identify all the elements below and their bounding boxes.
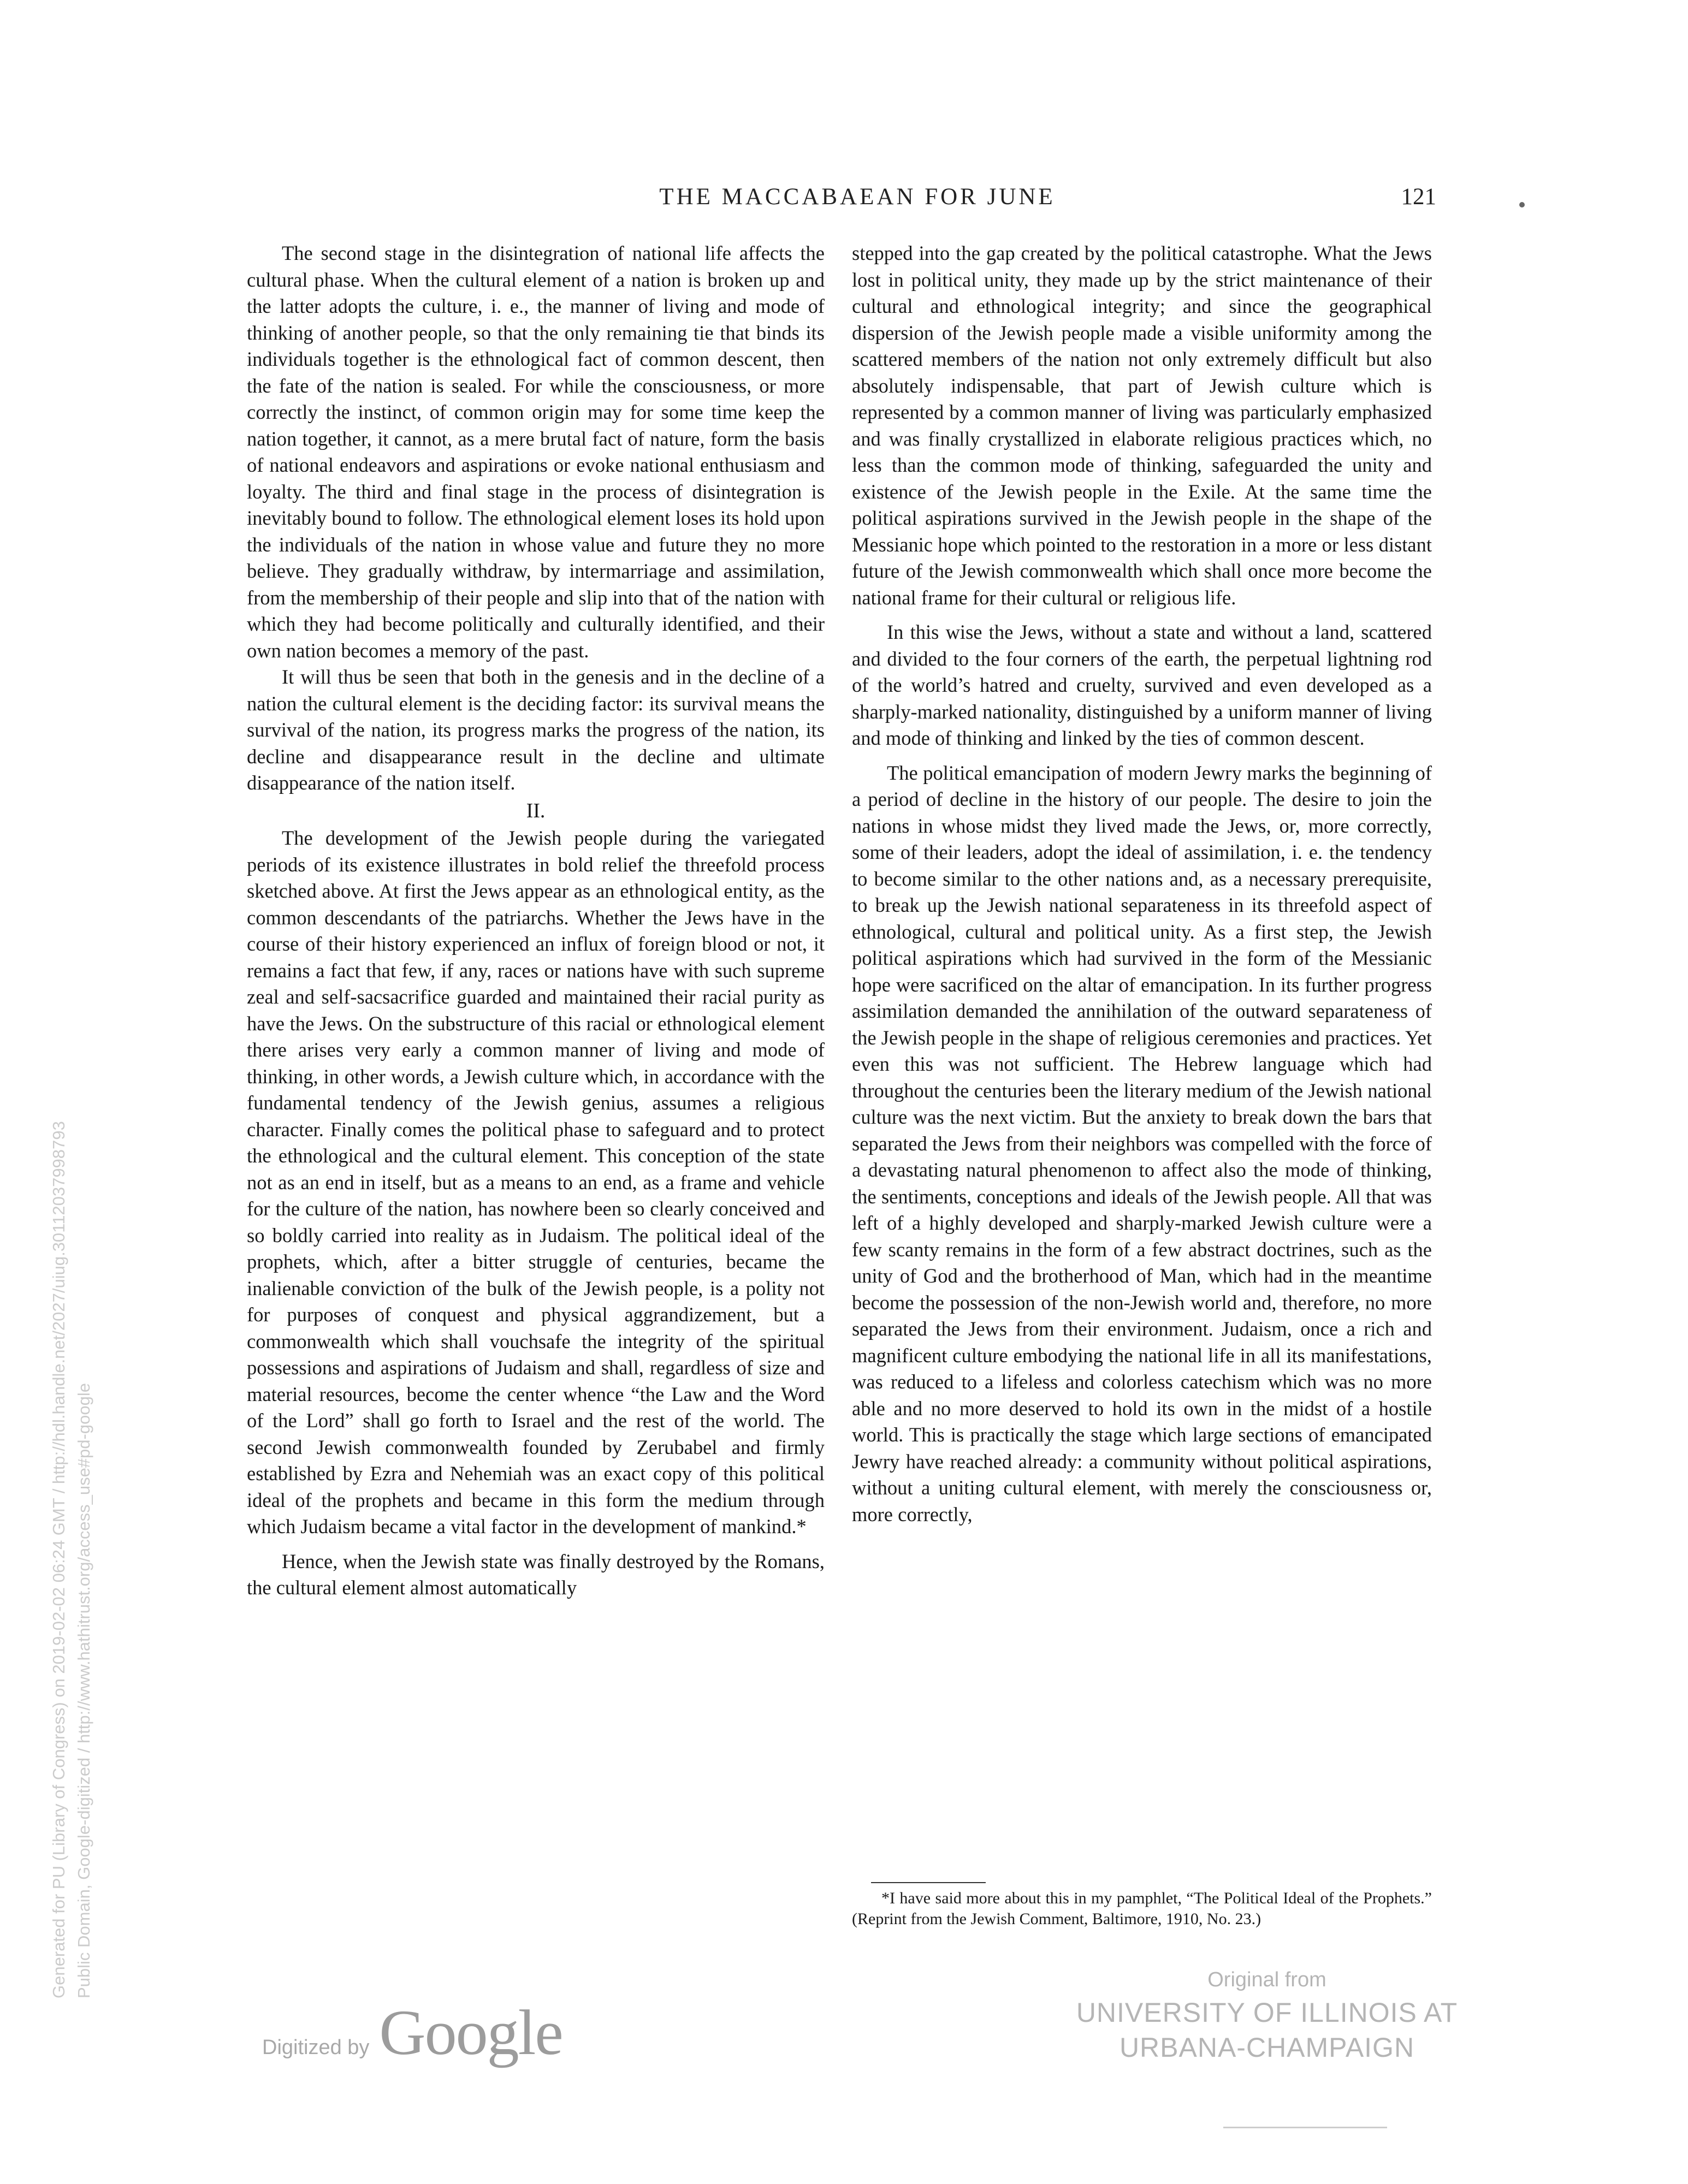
hathitrust-sidebar-watermark — [46, 1121, 97, 1998]
right-paragraph-1: stepped into the gap created by the political catastrophe. What the Jews lost in political unity, they made up by the strict maintenance of their cultural and ethnological integrity; and since the geographical dispersion of the Jewish people made a visible uniformity among the scattered members of the nation not only extremely difficult but also absolutely indispensable, that part of Jewish culture which is represented by a common manner of living was particularly emphasized and was finally crystallized in elaborate religious practices which, no less than the common mode of thinking, safeguarded the unity and existence of the Jewish people in the Exile. At the same time the political aspirations survived in the Jewish people in the shape of the Messianic hope which pointed to the restoration in a more or less distant future of the Jewish commonwealth which shall once more become the national frame for their cultural or religious life. — [852, 242, 1432, 609]
right-paragraph-2: In this wise the Jews, without a state and without a land, scattered and divided to the four corners of the earth, the perpetual lightning rod of the world’s hatred and cruelty, survived and even developed as a sharply-marked nationality, distinguished by a uniform manner of living and mode of thinking and linked by the ties of common descent. — [852, 621, 1432, 749]
left-paragraph-2: It will thus be seen that both in the genesis and in the decline of a nation the cultural element is the deciding factor: its survival means the survival of the nation, its progress marks the progress of the nation, its decline and disappearance result in the decline and ultimate disappearance of the nation itself. — [247, 666, 825, 794]
right-column — [852, 240, 1432, 1528]
bottom-rule — [1223, 2127, 1387, 2128]
right-paragraph-3: The political emancipation of modern Jewry marks the beginning of a period of decline in the history of our people. The desire to join the nations in whose midst they lived made the Jews, or, more correctly, some of their leaders, adopt the ideal of assimilation, i. e. the tendency to become similar to the other nations and, as a necessary prerequisite, to break up the Jewish national separateness in its threefold aspect of ethnological, cultural and political unity. As a first step, the Jewish political aspirations which had survived in the form of the Messianic hope were sacrificed on the altar of emancipation. In its further progress assimilation demanded the annihilation of the outward separateness of the Jewish people in the shape of religious ceremonies and practices. Yet even this was not sufficient. The Hebrew language which had throughout the centuries been the literary medium of the Jewish national culture was the next victim. But the anxiety to break down the bars that separated the Jews from their neighbors was compelled with the force of a devastating natural phenomenon to affect also the mode of thinking, the sentiments, conceptions and ideals of the Jewish people. All that was left of a highly developed and sharply-marked Jewish culture were a few scanty remains in the form of a few abstract doctrines, such as the unity of God and the brotherhood of Man, which had in the meantime become the possession of the non-Jewish world and, therefore, no more separated the Jews from their environment. Judaism, once a rich and magnificent culture embodying the national life in all its manifestations, was reduced to a lifeless and colorless catechism which was no more able and no more deserved to hold its own in the midst of a hostile world. This is practically the stage which large sections of emancipated Jewry have reached already: a community without political aspirations, without a uniting cultural element, with merely the consciousness or, more correctly, — [852, 761, 1432, 1526]
sidebar-line-2: Public Domain, Google-digitized / http://www.hathitrust.org/access_use#pd-google — [74, 1383, 93, 1998]
section-heading: II. — [526, 799, 546, 822]
google-logo: Google — [379, 1997, 562, 2068]
left-paragraph-1: The second stage in the disintegration of national life affects the cultural phase. When the cultural element of a nation is broken up and the latter adopts the culture, i. e., the manner of living and mode of thinking of another people, so that the only remaining tie that binds its individuals together is the ethnological fact of common descent, then the fate of the nation is sealed. For while the consciousness, or more correctly the instinct, of common origin may for some time keep the nation together, it cannot, as a mere brutal fact of nature, form the basis of national endeavors and aspirations or evoke national enthusiasm and loyalty. The third and final stage in the process of disintegration is inevitably bound to follow. The ethnological element loses its hold upon the individuals of the nation in whose value and future they no more believe. They gradually withdraw, by intermarriage and assimilation, from the membership of their people and slip into that of the nation with which they had become politically and culturally identified, and their own nation becomes a memory of the past. — [247, 242, 825, 662]
ink-speck — [1519, 202, 1525, 207]
digitized-by-label: Digitized by — [262, 2036, 370, 2059]
left-paragraph-4: Hence, when the Jewish state was finally destroyed by the Romans, the cultural element almost automatically — [247, 1550, 825, 1599]
footnote: *I have said more about this in my pamphlet, “The Political Ideal of the Prophets.” (Reprint from the Jewish Comment, Baltimore, 1910, No. 23.) — [852, 1889, 1432, 1928]
running-head: THE MACCABAEAN FOR JUNE — [659, 184, 1056, 210]
university-line-2: URBANA-CHAMPAIGN — [1119, 2032, 1415, 2063]
digitized-by-google — [262, 1996, 562, 2070]
footnote-rule — [871, 1882, 986, 1883]
left-paragraph-3: The development of the Jewish people during the variegated periods of its existence illustrates in bold relief the threefold process sketched above. At first the Jews appear as an ethnological entity, as the common descendants of the patriarchs. Whether the Jews have in the course of their history experienced an influx of foreign blood or not, it remains a fact that few, if any, races or nations have with such supreme zeal and self-sacsacrifice guarded and maintained their racial purity as have the Jews. On the substructure of this racial or ethnological element there arises very early a common manner of living and mode of thinking, in other words, a Jewish culture which, in accordance with the fundamental tendency of the Jewish genius, assumes a religious character. Finally comes the political phase to safeguard and to protect the ethnological and the cultural element. This conception of the state not as an end in itself, but as a means to an end, as a frame and vehicle for the culture of the nation, has nowhere been so clearly conceived and so boldly carried into reality as in Judaism. The political ideal of the prophets, which, after a bitter struggle of centuries, became the inalienable conviction of the bulk of the Jewish people, is a polity not for purposes of conquest and physical aggrandizement, but a commonwealth which shall vouchsafe the integrity of the spiritual possessions and aspirations of Judaism and shall, regardless of size and material resources, become the center whence “the Law and the Word of the Lord” shall go forth to Israel and the rest of the world. The second Jewish commonwealth founded by Zerubabel and firmly established by Ezra and Nehemiah was an exact copy of this political ideal of the prophets and became in this form the medium through which Judaism became a vital factor in the development of mankind.* — [247, 827, 825, 1538]
original-from-watermark — [1038, 1965, 1496, 2065]
original-from-label: Original from — [1207, 1968, 1326, 1991]
sidebar-line-1: Generated for PU (Library of Congress) on 2019-02-02 06:24 GMT / http://hdl.handle.net/2027/uiug.30112037998793 — [49, 1121, 68, 1998]
page-number: 121 — [1401, 184, 1436, 210]
university-line-1: UNIVERSITY OF ILLINOIS AT — [1076, 1997, 1458, 2028]
left-column — [247, 240, 825, 1601]
